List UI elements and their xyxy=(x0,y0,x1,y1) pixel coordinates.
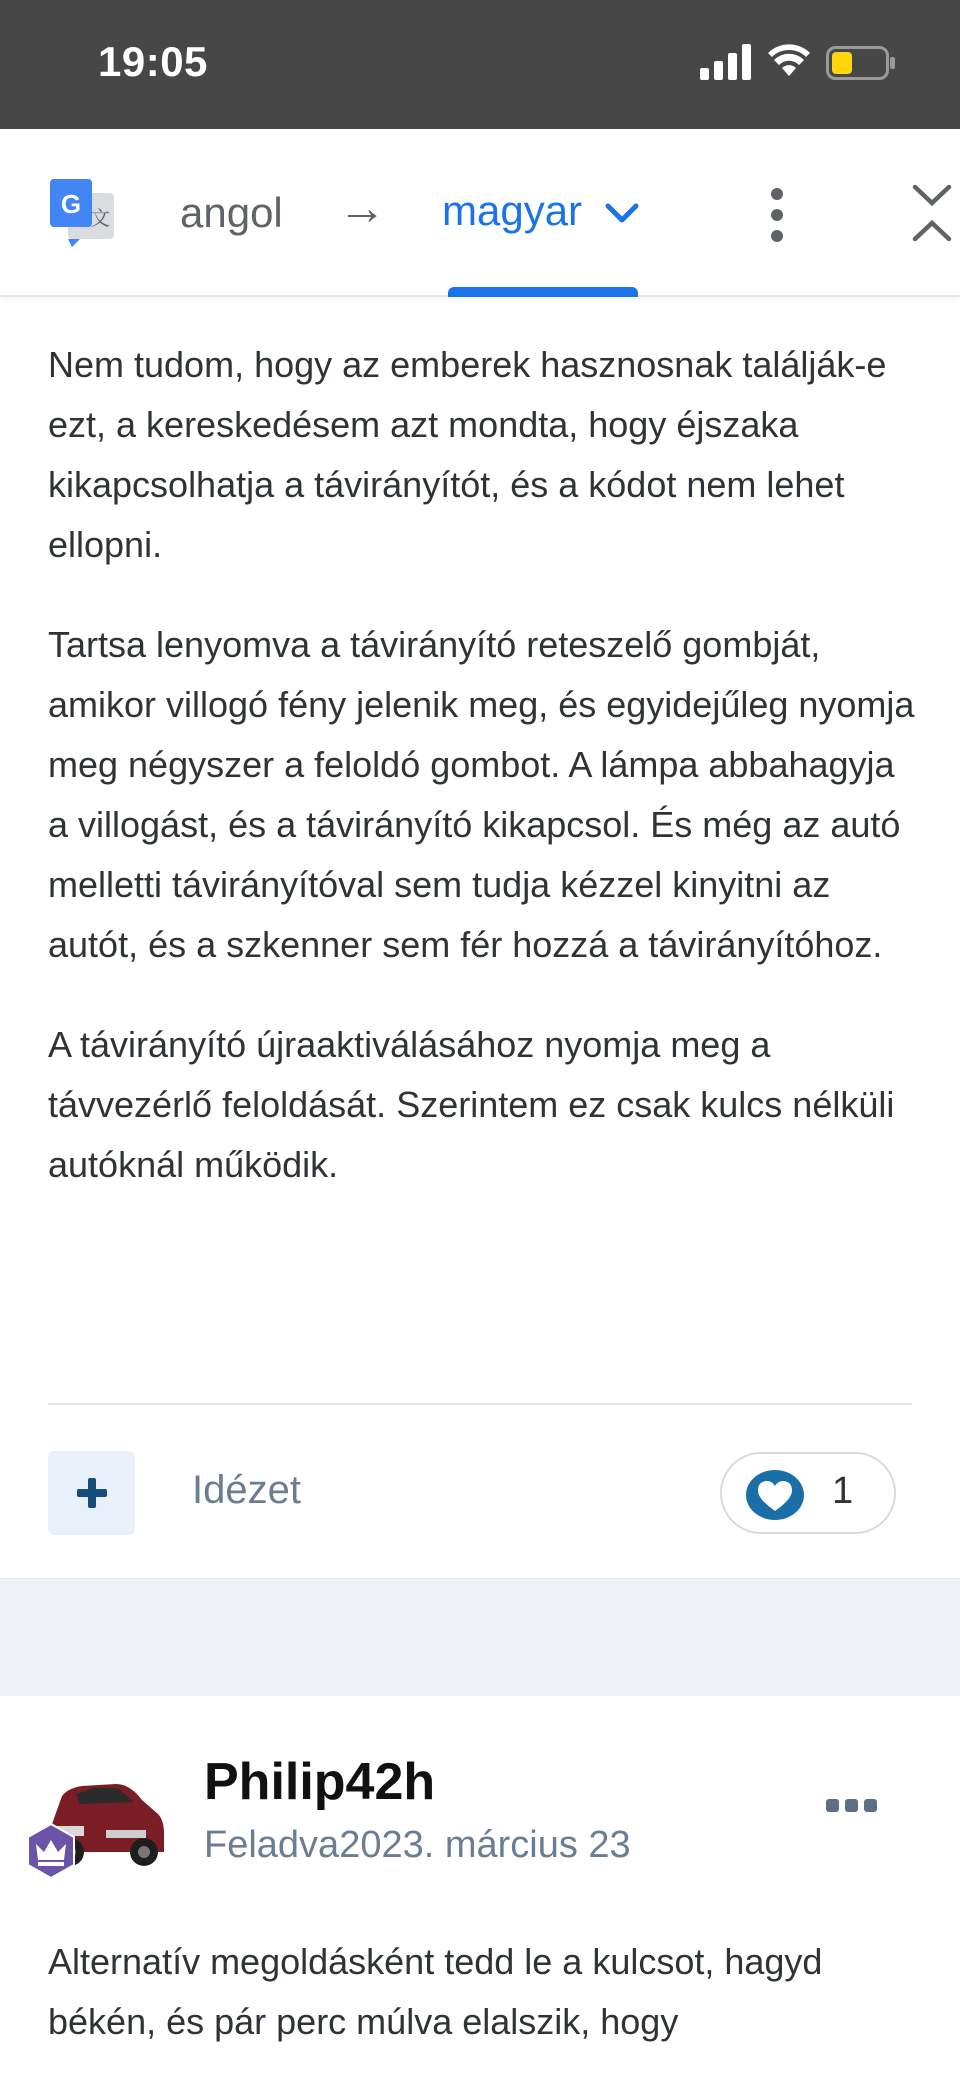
translate-bar xyxy=(0,129,960,297)
divider xyxy=(48,1403,912,1405)
collapse-expand-icon[interactable] xyxy=(912,181,952,245)
cellular-signal-icon xyxy=(700,44,752,80)
status-bar xyxy=(0,0,960,129)
multiquote-plus-button[interactable] xyxy=(48,1451,135,1535)
quote-button[interactable]: Idézet xyxy=(192,1468,301,1512)
svg-text:G: G xyxy=(60,189,82,219)
post-paragraph: A távirányító újraaktiválásához nyomja meg a távvezérlő feloldását. Szerintem ez csak kulcs nélküli autóknál működik. xyxy=(48,1024,895,1185)
post-paragraph: Tartsa lenyomva a távirányító reteszelő gombját, amikor villogó fény jelenik meg, és egyidejűleg nyomja meg négyszer a feloldó gombot. A lámpa abbahagyja a villogást, és a távirányító kikapcsol. És még az autó melletti távirányítóval sem tudja kézzel kinyitni az autót, és a szkenner sem fér hozzá a távirányítóhoz. xyxy=(48,624,915,965)
next-post-body: Alternatív megoldásként tedd le a kulcsot, hagyd békén, és pár perc múlva elalszik, hogy xyxy=(48,1941,823,2042)
post-paragraph: Nem tudom, hogy az emberek hasznosnak találják-e ezt, a kereskedésem azt mondta, hogy éjszaka kikapcsolhatja a távirányítót, és a kódot nem lehet ellopni. xyxy=(48,344,887,565)
author-name[interactable]: Philip42h xyxy=(204,1753,436,1811)
post-menu-icon[interactable] xyxy=(826,1796,878,1816)
language-arrow: → xyxy=(338,182,386,235)
more-options-icon[interactable] xyxy=(765,187,789,243)
svg-text:文: 文 xyxy=(90,206,110,230)
post-separator xyxy=(0,1578,960,1696)
rank-crown-badge-icon xyxy=(22,1822,80,1880)
plus-icon xyxy=(75,1476,109,1510)
google-translate-logo-icon[interactable] xyxy=(50,179,118,247)
status-time: 19:05 xyxy=(98,38,208,85)
source-language-tab[interactable]: angol xyxy=(180,189,283,236)
wifi-icon xyxy=(768,42,810,78)
chevron-down-icon[interactable] xyxy=(604,201,640,225)
target-language-tab[interactable]: magyar xyxy=(442,187,583,234)
active-tab-indicator xyxy=(448,287,638,297)
battery-icon xyxy=(826,46,896,80)
heart-icon xyxy=(746,1470,804,1520)
post-date: Feladva2023. március 23 xyxy=(204,1824,631,1866)
like-count: 1 xyxy=(832,1470,854,1512)
like-button[interactable] xyxy=(720,1452,896,1534)
post-body xyxy=(48,335,918,1235)
